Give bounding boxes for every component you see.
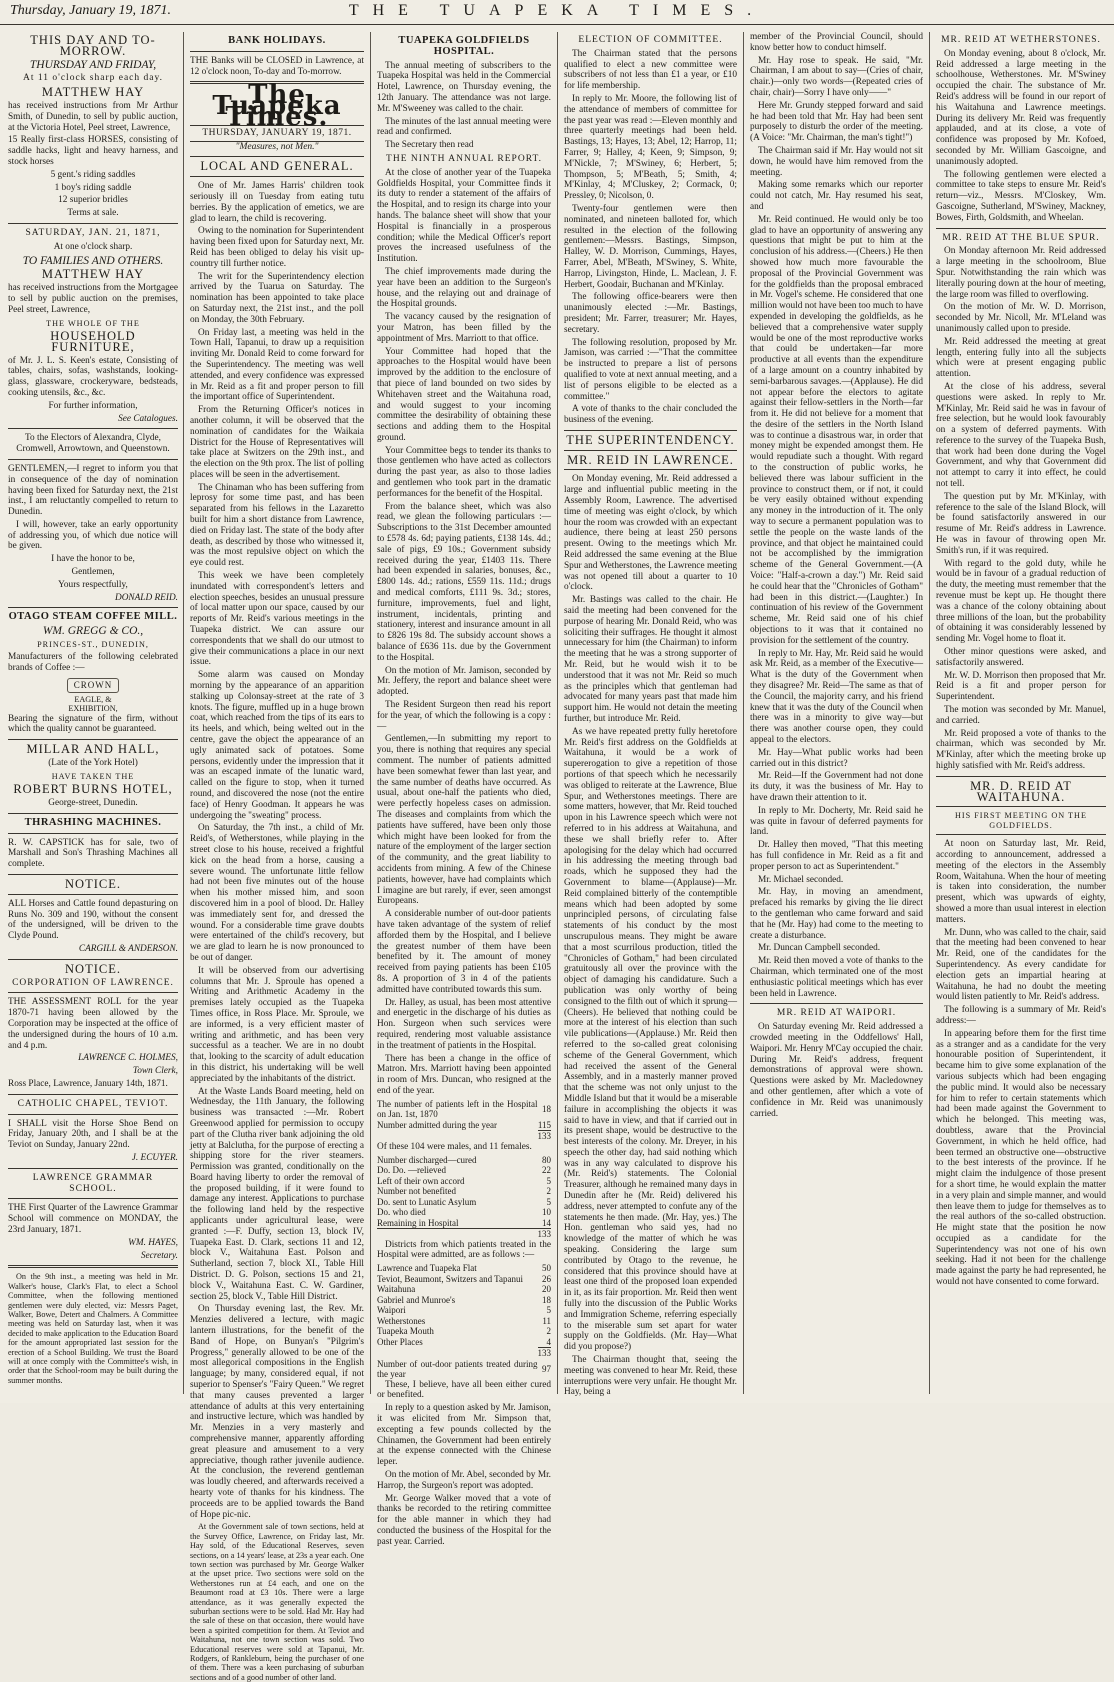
stat-label: Teviot, Beaumont, Switzers and Tapanui	[377, 1273, 524, 1284]
issue-date: THURSDAY, JANUARY 19, 1871.	[202, 127, 352, 138]
news-paragraph: Some alarm was caused on Monday morning by the appearance of an apparition stalking up Colonsay-street at the rate of 3 knots. The figure, muffled up in a huge brown coat, which reached from the tips of its ears to its heels, and which, being welted out in the centre, gave the object the appearance of an ugly animated sack of potatoes. Some persons, evidently under the impression that it was an escaped inmate of the lunatic ward, called on the figure to stop, when it turned round, and discovered the nose (not the entire face) of Henry Goodman. It appears he was undergoing the "sweating" process.	[190, 670, 364, 821]
stat-row	[377, 1186, 551, 1197]
article-paragraph: Mr. Reid proposed a vote of thanks to the chairman, which was seconded by Mr. M'Kinlay, after which the meeting broke up highly satisfied with Mr. Reid's address.	[936, 728, 1106, 771]
news-paragraph: On the 9th inst., a meeting was held in Mr. Walker's house, Clark's Flat, to elect a School Committee, when the following mentioned gentlemen were duly elected, viz: Messrs Paget, Walker, Bowe, Detert and Chalmers. A Committee meeting was held on Saturday last, when it was decided to make application to the Education Board for the amount appropriated last session for the erection of a School Building. We trust the Board will at once comply with the Committee's wish, in order that the School-room may be built during the summer months.	[8, 1272, 178, 1385]
article-paragraph: At the close of another year of the Tuapeka Goldfields Hospital, your Committee finds it its duty to render a statement of the affairs of the Hospital, and to resign its charge into your hands. The balance sheet will show that your Hospital is financially in a prosperous condition; while the Medical Officer's report proves the increased usefulness of the Institution.	[377, 167, 551, 265]
article-paragraph: Your Committee begs to tender its thanks to those gentlemen who have acted as collectors during the past year, as also to those ladies and gentlemen who took part in the dramatic performances for the benefit of the Hospital.	[377, 445, 551, 499]
brand-exhibition: EXHIBITION,	[68, 704, 118, 714]
stat-value: 26	[542, 1273, 551, 1284]
notice-subheading: CORPORATION OF LAWRENCE.	[12, 977, 174, 988]
ad-caption: THE WHOLE OF THE	[46, 318, 140, 328]
column-2	[190, 32, 364, 1682]
column-rule	[743, 32, 744, 1394]
news-paragraph: On Saturday, the 7th inst., a child of Mr. Reid's, of Wetherstones, while playing in the street close to his house, received a frightful kick on the head from a horse, causing a severe wound. The unfortunate little fellow had not been five minutes out of the house when his mother missed him, and soon discovered him in a pool of blood. Dr. Halley was immediately sent for, and dressed the wound. For a considerable time grave doubts were entertained of the child's recovery, but we are glad to learn he is now pronounced to be out of danger.	[190, 823, 364, 963]
stat-value: 2	[546, 1326, 551, 1337]
newspaper-nameplate: The Tuapeka Times.	[212, 80, 342, 132]
article-paragraph: Mr. Reid addressed the meeting at great length, entering fully into all the subjects which were at present engaging public attention.	[936, 336, 1106, 380]
article-paragraph: A vote of thanks to the chair concluded the business of the evening.	[564, 404, 737, 426]
ad-heading: TO FAMILIES AND OTHERS.	[22, 254, 164, 267]
stat-value: 18	[542, 1294, 551, 1305]
brand-eagle: EAGLE, &	[74, 694, 112, 704]
article-paragraph: These, I believe, have all been either cured or benefited.	[377, 1379, 551, 1401]
article-paragraph: Dr. Halley, as usual, has been most attentive and energetic in the discharge of his duties as Hon. Surgeon when such services were required, rendering most valuable assistance in the treatment of patients in the Hospital.	[377, 997, 551, 1051]
article-paragraph: On the motion of Mr. W. D. Morrison, seconded by Mr. Nicoll, Mr. M'Leland was unanimously called upon to preside.	[936, 302, 1106, 334]
stat-row	[377, 1218, 551, 1229]
column-6	[936, 32, 1106, 1394]
sale-date: SATURDAY, JAN. 21, 1871,	[25, 227, 161, 238]
stat-label: Gabriel and Munroe's	[377, 1294, 456, 1305]
stat-label: Wetherstones	[377, 1315, 426, 1326]
news-paragraph: The Chinaman who has been suffering from leprosy for some time past, and has been separated from his fellows in the Lazaretto built for him a short distance from Lawrence, died on Friday last. The state of the body after death, as described by those who witnessed it, was the most repulsive object on which the eye could rest.	[190, 482, 364, 569]
stat-label: Do. sent to Lunatic Asylum	[377, 1196, 477, 1207]
stat-row	[377, 1197, 551, 1208]
article-paragraph: Mr. Bastings was called to the chair. He said the meeting had been convened for the purpose of hearing Mr. Donald Reid, who was soliciting their suffrages. He thought it almost unnecessary for him (the Chairman) to inform the meeting that he was a strong supporter of Mr. Reid, but he would wish it to be understood that it was not Mr. Reid so much as the principles which that gentleman had advocated for many years past that made him support him. He would not detain the meeting further, but introduce Mr. Reid.	[564, 595, 737, 725]
ad-signature: See Catalogues.	[118, 413, 178, 424]
article-paragraph: The motion was seconded by Mr. Manuel, and carried.	[936, 705, 1106, 726]
article-paragraph: On the motion of Mr. Abel, seconded by Mr. Harrop, the Surgeon's report was adopted.	[377, 1469, 551, 1491]
article-paragraph: Mr. George Walker moved that a vote of thanks be recorded to the retiring committee for the able manner in which they had conducted the business of the Hospital for the past year. Carried.	[377, 1493, 551, 1547]
article-paragraph: The following office-bearers were then unanimously elected :—Mr. Bastings, president; Mr. Farrer, treasurer; Mr. Hayes, secretary.	[564, 292, 737, 335]
column-rule	[183, 32, 184, 1394]
stat-value: 80	[542, 1154, 551, 1165]
news-paragraph: At the Waste Lands Board meeting, held on Wednesday, the 11th January, the following business was transacted :—Mr. Robert Greenwood applied for permission to occupy part of the Clutha river bank adjoining the old jetty at Balclutha, for the purpose of erecting a shipping store for the river steamers. Permission was granted, conditionally on the Board having liberty to order the removal of the proposed building, if it were found to damage any interest. Applications to purchase the following land held by the respective applicants under agricultural lease, were granted :—F. Duffy, section 13, block IV, Tuapeka East. D. Clark, sections 11 and 12, block V., Waitahuna East. Polson and Sutherland, section 7, block XI., Table Hill District. D. G. Polson, sections 15 and 21, block V., Waitahuna East. C. W. Gardiner, section 25, block V., Table Hill District.	[190, 1086, 364, 1302]
notice-text: THE First Quarter of the Lawrence Grammar School will commence on MONDAY, the 23rd January, 1871.	[8, 1203, 178, 1235]
stat-label: Number discharged—cured	[377, 1154, 477, 1165]
ad-heading: OTAGO STEAM COFFEE MILL.	[8, 611, 178, 623]
stat-row	[377, 1207, 551, 1218]
stat-row	[377, 1165, 551, 1176]
article-paragraph: Mr. Dunn, who was called to the chair, said that the meeting had been convened to hear Mr. Reid, one of the candidates for the Superintendency. As every candidate for election gets an impartial hearing at Waitahuna, he had no doubt the meeting would listen patiently to Mr. Reid's address.	[936, 927, 1106, 1003]
stat-row	[377, 1155, 551, 1166]
notice-signature: J. ECUYER.	[131, 1152, 178, 1163]
stat-row	[377, 1337, 551, 1348]
news-paragraph: From the Returning Officer's notices in another column, it will be observed that the nomination of candidates for the Waikaia District for the House of Representatives will take place at Switzers on the 29th inst., and the election on the 9th prox. The list of polling places will be seen in the advertisement.	[190, 405, 364, 480]
notice-heading: CATHOLIC CHAPEL, TEVIOT.	[17, 1098, 169, 1109]
notice-heading: LAWRENCE GRAMMAR SCHOOL.	[32, 1172, 154, 1194]
article-paragraph: The Chairman thought that, seeing the meeting was convened to hear Mr. Reid, these interruptions were very unfair. He thought Mr. Hay, being a	[564, 1355, 737, 1398]
ad-text: has received instructions from Mr Arthur Smith, of Dunedin, to sell by public auction, at the Victoria Hotel, Peel street, Lawrence,	[8, 100, 178, 133]
article-paragraph: The following gentlemen were elected a committee to take steps to ensure Mr. Reid's return—viz., Messrs. M'Closkey, Wm. Gascoigne, Sutherland, M'Swiney, Mackney, Bowes, Firth, Goldsmith, and Wheelan.	[936, 169, 1106, 223]
article-paragraph: The vacancy caused by the resignation of your Matron, has been filled by the appointment of Mrs. Marriott to that office.	[377, 312, 551, 344]
article-paragraph: Mr. W. D. Morrison then proposed that Mr. Reid is a fit and proper person for Superintendent.	[936, 670, 1106, 703]
news-paragraph: The writ for the Superintendency election arrived by the Tuarua on Saturday. The nomination has been appointed to take place on Saturday next, the 21st inst., and the poll on Monday, the 30th February.	[190, 271, 364, 325]
article-paragraph: From the balance sheet, which was also read, we glean the following particulars :—Subscriptions to the 31st December amounted to £578 4s. 6d; paying patients, £138 14s. 4d.; sale of pigs, £9 10s.; Government subsidy received during the year, £1403 11s. There had been expended in salaries, bonuses, &c., £800 14s. 4d.; rations, £559 11s. 11d.; drugs and medical comforts, £111 9s. 3d.; stores, furniture, improvements, fuel and light, instrument, incidentals, printing and stationery, interest and insurance amount in all to £826 19s 8d. The subsidy account shows a balance of £636 11s. due by the Government to the Hospital.	[377, 501, 551, 663]
column-5	[750, 32, 923, 1394]
lot-item: 12 superior bridles	[58, 195, 128, 206]
column-rule	[557, 32, 558, 1394]
article-paragraph: Your Committee had hoped that the approaches to the Hospital would have been improved by the addition to the enclosure of that piece of land bounded on two sides by Whitehaven street and the Waitahuna road, and would suggest to your incoming committee the desirability of obtaining these sections and adding them to the Hospital ground.	[377, 346, 551, 443]
stat-value: 115	[537, 1119, 551, 1130]
column-1	[8, 32, 178, 1394]
article-heading: MR. D. REID AT WAITAHUNA.	[970, 778, 1072, 804]
ad-heading: THIS DAY AND TO-MORROW.	[30, 33, 156, 58]
article-paragraph: Of these 104 were males, and 11 females.	[377, 1141, 532, 1152]
stat-label: Do. who died	[377, 1207, 426, 1217]
auctioneer-name: MATTHEW HAY	[41, 267, 145, 282]
ad-heading: THRASHING MACHINES.	[24, 816, 162, 828]
article-paragraph: The Resident Surgeon then read his report for the year, of which the following is a copy :—	[377, 700, 551, 732]
stat-row	[377, 1326, 551, 1337]
letter-signature: DONALD REID.	[114, 592, 178, 603]
stats-total-row	[377, 1228, 551, 1240]
article-paragraph: At noon on Saturday last, Mr. Reid, according to announcement, addressed a meeting of the electors in the Assembly Room, Waitahuna. When the hour of meeting is taken into consideration, the number present, which was upwards of eighty, showed a more than usual interest in election matters.	[936, 839, 1106, 925]
stat-row	[377, 1274, 551, 1285]
letter-text: I will, however, take an early opportunity of addressing you, of which due notice will be given.	[8, 519, 178, 552]
article-paragraph: Here Mr. Grundy stepped forward and said he had been told that Mr. Hay had been sent purposely to disturb the order of the meeting. (A Voice: "Mr. Chairman, the man's tight!")	[750, 100, 923, 144]
ad-text: has received instructions from the Mortgagee to sell by public auction on the premises, Peel street, Lawrence,	[8, 283, 178, 315]
ad-heading: To the Electors of Alexandra, Clyde, Cromwell, Arrowtown, and Queenstown.	[16, 433, 170, 455]
stat-label: Waitahuna	[377, 1284, 416, 1295]
article-heading: MR. REID AT THE BLUE SPUR.	[942, 232, 1100, 243]
article-paragraph: On the motion of Mr. Jamison, seconded by Mr. Jeffery, the report and balance sheet were adopted.	[377, 665, 551, 698]
notice-text: THE Banks will be CLOSED in Lawrence, at 12 o'clock noon, To-day and To-morrow.	[190, 55, 364, 77]
ad-text: Manufacturers of the following celebrated brands of Coffee :—	[8, 652, 178, 674]
article-paragraph: On Monday afternoon Mr. Reid addressed a large meeting in the schoolroom, Blue Spur. Notwithstanding the rain which was literally pouring down at the hour of meeting, the large room was filled to overflowing.	[936, 246, 1106, 300]
article-paragraph: In reply to Mr. Docherty, Mr. Reid said he was quite in favour of deferred payments for land.	[750, 805, 923, 838]
stat-total: 133	[537, 1131, 551, 1142]
lot-item: 1 boy's riding saddle	[54, 182, 132, 193]
letter-closing: I have the honor to be,	[51, 554, 135, 565]
article-subheading: HIS FIRST MEETING ON THE GOLDFIELDS.	[955, 811, 1087, 830]
column-rule	[370, 32, 371, 1394]
article-paragraph: Districts from which patients treated in the Hospital were admitted, are as follows :—	[377, 1239, 551, 1261]
article-paragraph: On Monday evening, Mr. Reid addressed a large and influential public meeting in the Assembly Room, Lawrence. The advertised time of meeting was eight o'clock, by which hour the room was crowded with an expectant audience, there being at least 250 persons present. Owing to the meetings which Mr. Reid addressed the same evening at the Blue Spur and Wetherstones, the Lawrence meeting was not opened till about a quarter to 10 o'clock.	[564, 474, 737, 593]
sale-time: At one o'clock sharp.	[53, 241, 133, 252]
news-paragraph: On Thursday evening last, the Rev. Mr. Menzies delivered a lecture, with magic lantern illustrations, for the benefit of the Band of Hope, on Bunyan's "Pilgrim's Progress," generally allowed to be one of the most allegorical compositions in the English language; by many, considered equal, if not superior to Spenser's "Fairy Queen." We regret that many causes prevented a larger attendance of adults at this very entertaining and instructive lecture, which was handled by Mr. Menzies in a very masterly and comprehensive manner, apparently affording great pleasure and amusement to a very appreciative, though rather juvenile audience. At the conclusion, the reverend gentleman was loudly cheered, and afterwards received a hearty vote of thanks for his kindness. The proceeds are to be applied towards the Band of Hope pic-nic.	[190, 1304, 364, 1520]
article-paragraph: The chief improvements made during the year have been an addition to the Surgeon's house, and the relaying out and drainage of the Hospital grounds.	[377, 266, 551, 310]
page-masthead	[0, 0, 1114, 25]
article-paragraph: The following is a summary of Mr. Reid's address:—	[936, 1005, 1106, 1026]
stat-label: Number not benefited	[377, 1186, 456, 1196]
stat-label: Left of their own accord	[377, 1175, 465, 1186]
stat-value: 20	[542, 1284, 551, 1295]
stat-label: Lawrence and Tuapeka Flat	[377, 1263, 477, 1274]
ad-time: At 11 o'clock sharp each day.	[22, 73, 163, 84]
stat-row	[377, 1295, 551, 1306]
stat-value: 50	[542, 1263, 551, 1274]
article-paragraph: There has been a change in the office of Matron. Mrs. Marriott having been appointed in room of Mrs. Duncan, who resigned at the end of the year.	[377, 1053, 551, 1096]
lot-item: 15 Really first-class HORSES, consisting of saddle hacks, light and heavy harness, and stock horses	[8, 135, 178, 167]
ad-caption: HAVE TAKEN THE	[51, 771, 135, 781]
article-paragraph: With regard to the gold duty, while he would be in favour of a gradual reduction of the duty, the meeting must remember that the revenue must be kept up. He thought there was a chance of the colony obtaining about three millions of the loan, but the probability of obtaining it was considerably lessened by sending Mr. Vogel home to float it.	[936, 558, 1106, 645]
article-paragraph: Mr. Hay rose to speak. He said, "Mr. Chairman, I am about to say—(Cries of chair, chair.)—only two words—(Repeated cries of chair, chair)—Sorry I have only——"	[750, 55, 923, 98]
article-heading: MR. REID AT WETHERSTONES.	[941, 35, 1101, 45]
article-paragraph: Gentlemen,—In submitting my report to you, there is nothing that requires any special comment. The number of patients admitted have been somewhat fewer than last year, and the same number of deaths have occurred. As usual, about one-half the patients who died, were perfectly hopeless cases on admission. The diseases and complaints from which the patients have suffered, have been only those which might have been looked for from the nature of the employment of the larger section of the community, and the great liability to accidents from mining. A few of the Chinese patients, however, have had complaints which I imagine are but rarely, if ever, seen amongst Europeans.	[377, 734, 551, 907]
masthead-date: Thursday, January 19, 1871.	[10, 3, 171, 18]
stat-value: 4	[546, 1336, 551, 1347]
notice-text: ALL Horses and Cattle found depasturing on Runs No. 309 and 190, without the consent of the undersigned, will be driven to the Clyde Pound.	[8, 898, 178, 942]
stat-value: 97	[542, 1363, 551, 1374]
article-paragraph: In reply to Mr. Hay, Mr. Reid said he would ask Mr. Reid, as a member of the Executive—What is the duty of the Government when they disagree? Mr. Reid—The same as that of the Council, the majority carry, and his friend knew that it was the duty of the Council when there was in a minority to give way—but there was another course open, they could appeal to the electors.	[750, 648, 923, 745]
letter-closing: Gentlemen,	[71, 567, 115, 578]
letter-closing: Yours respectfully,	[58, 579, 128, 590]
lot-item: 5 gent.'s riding saddles	[50, 169, 136, 180]
stat-value: 11	[542, 1315, 551, 1326]
stat-label: Number admitted during the year	[377, 1119, 497, 1130]
stat-value: 5	[546, 1175, 551, 1186]
article-paragraph: The question put by Mr. M'Kinlay, with reference to the sale of the Island Block, will be found satisfactorily answered in our resume of Mr. Reid's address in Lawrence. He was in favour of throwing open Mr. Smith's run, if it was required.	[936, 491, 1106, 556]
ad-text: Bearing the signature of the firm, without which the quality cannot be guaranteed.	[8, 713, 178, 735]
section-heading: LOCAL AND GENERAL.	[200, 159, 354, 174]
letter-text: GENTLEMEN,—I regret to inform you that in consequence of the day of nomination having been fixed for Saturday next, the 21st inst., I am reluctantly compelled to return to Dunedin.	[8, 463, 178, 518]
article-paragraph: Making some remarks which our reporter could not catch, Mr. Hay resumed his seat, and	[750, 180, 923, 212]
article-paragraph: Dr. Halley then moved, "That this meeting has full confidence in Mr. Reid as a fit and proper person to act as Superintendent."	[750, 840, 923, 872]
article-paragraph: Mr. Michael seconded.	[758, 874, 844, 885]
districts-table	[377, 1263, 551, 1347]
article-paragraph: Mr. Hay, in moving an amendment, prefaced his remarks by giving the lie direct to the gentleman who came forward and said that he (Mr. Hay) had come to the meeting to create a disturbance.	[750, 887, 923, 941]
terms: Terms at sale.	[67, 208, 119, 219]
ad-text: of Mr. J. L. S. Keen's estate, Consisting of tables, chairs, sofas, washstands, looking-glass, glassware, crockeryware, bedsteads, cooking utensils, &c., &c.	[8, 355, 178, 398]
auctioneer-name: MATTHEW HAY	[41, 85, 145, 100]
stat-row	[377, 1176, 551, 1187]
news-paragraph: On Friday last, a meeting was held in the Town Hall, Tapanui, to draw up a requisition inviting Mr. Donald Reid to come forward for the Superintendency. The meeting was well attended, and every confidence was expressed in Mr. Reid as a fit and proper person to fill the important office of Superintendent.	[190, 327, 364, 403]
article-paragraph: In reply to a question asked by Mr. Jamison, it was elicited from Mr. Simpson that, excepting a few pounds collected by the Chinamen, the Government had been entirely at the expense connected with the Chinese leper.	[377, 1403, 551, 1468]
stat-label: The number of patients left in the Hospital on Jan. 1st, 1870	[377, 1098, 538, 1120]
ad-address: PRINCES-ST., DUNEDIN,	[37, 640, 149, 650]
brand-crown: CROWN	[67, 678, 120, 693]
article-paragraph: The minutes of the last annual meeting were read and confirmed.	[377, 116, 551, 138]
ad-text: For further information,	[48, 400, 138, 411]
notice-heading: NOTICE.	[65, 877, 121, 892]
article-paragraph: Mr. Hay—What public works had been carried out in this district?	[750, 747, 923, 769]
article-subheading: MR. REID IN LAWRENCE.	[567, 452, 734, 467]
notice-heading: BANK HOLIDAYS.	[228, 35, 326, 46]
article-paragraph: A considerable number of out-door patients have taken advantage of the system of relief afforded them by the Hospital, and I believe the greatest number of them have been benefited by it. The amount of money received from paying patients has been £105 8s. A proportion of 3 in 4 of the patients admitted have contributed towards this sum.	[377, 909, 551, 995]
article-heading: TUAPEKA GOLDFIELDS HOSPITAL.	[398, 35, 530, 57]
stat-row	[377, 1263, 551, 1274]
news-paragraph: This week we have been completely inundated with correspondent's letters and election speeches, besides an unusual pressure of local matter upon our space, caused by our reports of Mr. Reid's various meetings in the Tuapeka district. We can assure our correspondents that we shall do our utmost to give their communications a place in our next issue.	[190, 571, 364, 668]
article-paragraph: On Monday evening, about 8 o'clock, Mr. Reid addressed a large meeting in the schoolhouse, Wetherstones. Mr. M'Swiney occupied the chair. The substance of Mr. Reid's address will be found in our report of his Waitahuna and Lawrence meetings. During its delivery Mr. Reid was frequently applauded, and at its close, a vote of confidence was proposed by Mr. Kofoed, seconded by Mr. William Gascoigne, and unanimously adopted.	[936, 48, 1106, 167]
article-subheading: ELECTION OF COMMITTEE.	[578, 35, 723, 45]
notice-place: Ross Place, Lawrence, January 14th, 1871.	[8, 1079, 168, 1089]
discharge-table	[377, 1155, 551, 1229]
ad-firm: WM. GREGG & CO.,	[42, 625, 144, 638]
stat-total: 133	[537, 1348, 551, 1359]
news-paragraph: At the Government sale of town sections, held at the Survey Office, Lawrence, on Friday last, Mr. Hay sold, of the Educational Reserves, seven sections, on a 14 years' lease, at 23s a year each. One town section was purchased by Mr. George Walker at the upset price. Two sections were sold on the Wetherstones run at £4 each, and one on the Beaumont road at £3 10s. There were a large attendance, as it was generally expected the suburban sections were to be sold. Had Mr. Hay had the sale of these on that occasion, there would have been a spirited competition for them. At Teviot and Waitahuna, not one town section was sold. Two Educational reserves were sold at Tapanui, Mr. Rodgers, of Rankleburn, being the purchaser of one of them. There was a keen purchasing of suburban sections and of a good number of other land.	[190, 1522, 364, 1682]
ad-text: R. W. CAPSTICK has for sale, two of Marshall and Son's Thrashing Machines all complete.	[8, 837, 178, 870]
stat-label: Tuapeka Mouth	[377, 1326, 434, 1337]
article-paragraph: The following resolution, proposed by Mr. Jamison, was carried :—"That the committee be instructed to prepare a list of persons qualified to vote at next annual meeting, and a list of persons eligible to be elected as a committee."	[564, 337, 737, 402]
ad-subheading: THURSDAY AND FRIDAY,	[29, 58, 157, 71]
article-paragraph: The Chairman stated that the persons qualified to elect a new committee were subscribers of not less than £1 a year, or £10 for life membership.	[564, 48, 737, 92]
article-paragraph: Twenty-four gentlemen were then nominated, and nineteen balloted for, which resulted in the election of the following gentlemen:—Messrs. Bastings, Simpson, Halley, W. D. Morrison, Cummings, Hayes, Farrer, Abel, M'Beath, M'Swiney, S. White, Harrop, Livingston, Hinde, L. Maclean, J. F. Herbert, Goodair, Buchanan and M'Kinlay.	[564, 203, 737, 290]
stat-value: 10	[542, 1207, 551, 1217]
ad-address: George-street, Dunedin.	[48, 798, 138, 809]
notice-signature: WM. HAYES,	[128, 1237, 178, 1248]
notice-signature: LAWRENCE C. HOLMES,	[78, 1053, 178, 1064]
stat-row	[377, 1284, 551, 1295]
ad-title: HOUSEHOLD FURNITURE,	[50, 328, 136, 354]
article-heading: MR. REID AT WAIPORI.	[776, 1008, 897, 1019]
article-paragraph: Other minor questions were asked, and satisfactorily answered.	[936, 647, 1106, 668]
article-paragraph: In reply to Mr. Moore, the following list of the attendance of members of committee for the past year was read :—Eleven monthly and three quarterly meetings had been held. Bastings, 13; Hayes, 13; Abel, 12; Harrop, 11; Farrer, 9; Halley, 4; Keen, 9; Simpson, 9; M'Nickle, 7; M'Swiney, 6; Herbert, 5; Thompson, 5; M'Beath, 5; Smith, 4; M'Kinlay, 4; M'Cluskey, 2; Cormack, 0; Pressley, 0; Nicolson, 0.	[564, 93, 737, 202]
column-rule	[929, 32, 930, 1394]
notice-signature: CARGILL & ANDERSON.	[78, 944, 178, 955]
column-3	[377, 32, 551, 1547]
stat-label: Waipori	[377, 1305, 406, 1316]
column-4	[564, 32, 737, 1398]
ad-heading: MILLAR AND HALL,	[26, 742, 160, 757]
districts-total-row	[377, 1347, 551, 1380]
article-paragraph: On Saturday evening Mr. Reid addressed a crowded meeting in the Oddfellows' Hall, Waipori. Mr. Henry M'Cay occupied the chair. During Mr. Reid's address, frequent demonstrations of approval were shown. Questions were asked by Mr. Macledowney and other gentlemen, after which a vote of confidence in Mr. Reid was unanimously carried.	[750, 1022, 923, 1119]
notice-text: THE ASSESSMENT ROLL for the year 1870-71 having been allowed by the Corporation may be inspected at the office of the undersigned during the hours of 10 a.m. and 4 p.m.	[8, 997, 178, 1051]
stat-value: 14	[542, 1217, 551, 1228]
article-paragraph: Mr. Reid—If the Government had not done its duty, it was the business of Mr. Hay to have drawn their attention to it.	[750, 771, 923, 803]
masthead-title: THE TUAPEKA TIMES.	[348, 2, 766, 19]
article-paragraph: The Chairman said if Mr. Hay would not sit down, he would have him removed from the meeting.	[750, 145, 923, 178]
news-paragraph: One of Mr. James Harris' children took seriously ill on Tuesday from eating tutu berries. By the application of emetics, we are glad to learn, the child is recovering.	[190, 181, 364, 224]
stat-label: Do. Do. —relieved	[377, 1165, 446, 1175]
stat-value: 18	[542, 1103, 551, 1114]
notice-text: I SHALL visit the Horse Shoe Bend on Friday, January 20th, and I shall be at the Teviot on Sunday, January 22nd.	[8, 1118, 178, 1151]
article-paragraph: In appearing before them for the first time as a stranger and as a candidate for the very honourable position of Superintendent, it became him to give some explanation of the various subjects which had been engaging the public mind. It would also be necessary for him to refer to certain statements which had been made against the Government to which he belonged. This meeting was, doubtless, aware that the Provincial Government, in which he held office, had been termed an obstructive one—obstructive to the best interests of the province. If he might claim the indulgence of those present for a short time, he would explain the matter in a very plain and simple manner, and would then leave them to judge for themselves as to the real authors of the so-called obstruction. He might state that the position he now occupied as a candidate for the Superintendency was not one of his own seeking. Had it not been for the challenge made against the party he had represented, he would not have consented to come forward.	[936, 1028, 1106, 1288]
stat-total: 133	[377, 1229, 551, 1240]
news-paragraph: Owing to the nomination for Superintendent having been fixed upon for Saturday next, Mr. Reid has been obliged to delay his visit up-country till further notice.	[190, 226, 364, 269]
stat-value: 2	[546, 1186, 551, 1196]
stat-value: 5	[546, 1305, 551, 1316]
stat-label: Remaining in Hospital	[377, 1217, 459, 1228]
notice-signature: Secretary.	[140, 1250, 178, 1261]
stat-row	[377, 1316, 551, 1327]
ad-text: (Late of the York Hotel)	[48, 758, 138, 769]
ad-title: ROBERT BURNS HOTEL,	[13, 782, 173, 797]
article-paragraph: The annual meeting of subscribers to the Tuapeka Hospital was held in the Commercial Hotel, Lawrence, on Thursday evening, the 12th January. The attendance was not large. Mr. M'Sweeney was called to the chair.	[377, 60, 551, 114]
newspaper-motto: "Measures, not Men."	[235, 141, 319, 152]
stat-label: Number of out-door patients treated during the year	[377, 1358, 538, 1380]
article-paragraph: member of the Provincial Council, should know better how to conduct himself.	[750, 32, 923, 53]
stat-value: 5	[546, 1196, 551, 1207]
notice-heading: NOTICE.	[65, 961, 121, 976]
notice-signature: Town Clerk,	[132, 1066, 178, 1077]
news-paragraph: It will be observed from our advertising columns that Mr. J. Sproule has opened a Writing and Arithmetic Academy in the premises lately occupied as the Tuapeka Times office, in Ross Place. Mr. Sproule, we are informed, is a very efficient master of writing and arithmetic, and has been very successful as a teacher. We are in no doubt that, looking to the scarcity of adult education in this district, his undertaking will be well appreciated by the inhabitants of the district.	[190, 965, 364, 1084]
article-heading: THE SUPERINTENDENCY.	[566, 432, 735, 447]
article-paragraph: As we have repeated pretty fully heretofore Mr. Reid's first address on the Goldfields at Waitahuna, it would be a work of supererogation to give a repetition of those portions of that speech which he necessarily was obliged to reiterate at the Lawrence, Blue Spur, and Wetherstones meetings. There are some matters, however, that Mr. Reid touched upon in his Lawrence speech which were not referred to in his address at Waitahuna, and these we shall briefly refer to. After apologising for the delay which had occurred in his addressing the meeting through bad roads, which he supposed they had the Government to blame—(Applause)—Mr. Reid complained bitterly of the contemptible means which had been adopted by some unprincipled persons, of circulating false statements of his conduct by the most unscrupulous means. They might be aware that a most scurrilous production, titled the "Chronicles of Gotham," had been circulated gratuitously all over the province with the object of damaging his candidature. Such a publication was only worthy of being consigned to the filth out of which it sprung—(Cheers). He believed that nothing could be more at the interest of his election than such vile publications—(Applause.) Mr. Reid then referred to the so-called great colonising scheme of the General Government, which had received the assent of the General Assembly, and in a masterly manner proved that the scheme was not only unjust to the Middle Island but that it would be a miserable failure in accomplishing the objects it was said to have in view, and that if carried out in its present shape, would be destructive to the best interests of the colony. Mr. Dreyer, in his speech the other day, had said nothing which was in any way calculated to disprove his (Mr. Reid's) statements. The Colonial Treasurer, although he remained many days in Dunedin after he (Mr. Reid) delivered his address, never attempted to confute any of the statements he then made. (Mr. Hay, yes.) The Hon. gentleman who said yes, had no knowledge of the matter of which he was speaking. Considering the large sum contributed by Otago to the revenue, he considered that this province should have at least one third of the proposed loan expended in it, as its fair proportion. Mr. Reid then went fully into the discussion of the Public Works and Immigration Scheme, referring especially to the miserable sum set apart for water supply on the Goldfields. (Mr. Hay—What did you propose?)	[564, 726, 737, 1353]
stat-row	[377, 1305, 551, 1316]
article-paragraph: Mr. Reid then moved a vote of thanks to the Chairman, which terminated one of the most enthusiastic political meetings which has ever been held in Lawrence.	[750, 956, 923, 999]
article-paragraph: Mr. Duncan Campbell seconded.	[758, 943, 881, 954]
article-paragraph: The Secretary then read	[385, 140, 474, 151]
article-paragraph: Mr. Reid continued. He would only be too glad to have an opportunity of answering any questions that might be put to him at the conclusion of his address.—(Cheers.) He then showed how much more favourable the proposal of the Provincial Government was for the goldfields than the proposal embraced in Mr. Vogel's scheme. He considered that one million would not have been too much to have expended in developing the goldfields, as he believed that a comprehensive water supply would be one of the most reproductive works that could be undertaken—far more productive at all events than the expenditure of a large amount on a country inhabited by semi-barbarous savages.—(Applause). He did not appear before the electors to agitate against their fellow-settlers in the North—far from it. He did not believe for a moment that the desire of the settlers in the North Island was to continue a disastrous war, in order that money might be expended amongst them. He would repudiate such a thought. With regard to the construction of public works, he believed there was labour sufficient in the province to construct them, or if not, it could be very easily obtained without expending any money in the introduction of it. The only way to secure a permanent population was to settle the people on the waste lands of the province, and that object he maintained could not be accomplished by the immigration scheme of the General Government.—(A Voice: "Half-a-crown a day.") Mr. Reid said he could hear that the "Chronicles of Gotham" had been in this district.—(Laughter.) In continuation of his review of the Government scheme, Mr. Reid said one of his chief objections to it was that it contained no provision for the settlement of the country.	[750, 214, 923, 646]
article-paragraph: At the close of his address, several questions were asked. In reply to Mr. M'Kinlay, Mr. Reid said he was in favour of free selection, but he would look favourably on a system of deferred payments. With reference to the survey of the Tuapeka Bush, that work had been done during the Vogel Government, and why that Government did not attempt to carry it into effect, he could not tell.	[936, 381, 1106, 490]
article-subheading: THE NINTH ANNUAL REPORT.	[386, 153, 542, 164]
patients-table	[377, 1099, 551, 1142]
stat-label: Other Places	[377, 1336, 423, 1347]
stat-value: 22	[542, 1165, 551, 1175]
